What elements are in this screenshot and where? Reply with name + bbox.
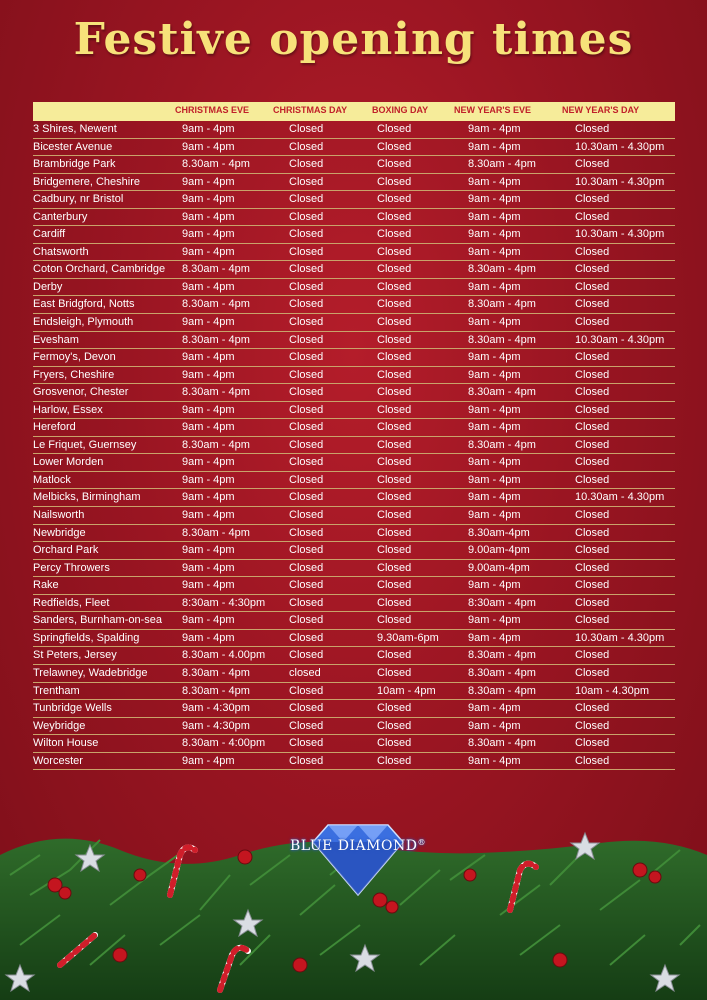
cell-new-years-day: 10.30am - 4.30pm <box>575 228 665 241</box>
cell-christmas-day: Closed <box>289 228 324 241</box>
cell-new-years-day: Closed <box>575 473 610 486</box>
cell-new-years-eve: 9am - 4pm <box>468 351 521 364</box>
cell-new-years-day: 10.30am - 4.30pm <box>575 175 665 188</box>
cell-location: Trelawney, Wadebridge <box>33 666 148 679</box>
cell-new-years-day: Closed <box>575 509 610 522</box>
table-row <box>33 735 675 753</box>
cell-location: Harlow, Essex <box>33 403 103 416</box>
cell-new-years-day: Closed <box>575 438 610 451</box>
diamond-icon <box>278 820 438 900</box>
cell-boxing-day: Closed <box>377 351 412 364</box>
cell-christmas-eve: 8.30am - 4pm <box>182 386 250 399</box>
cell-christmas-day: Closed <box>289 421 324 434</box>
cell-new-years-day: Closed <box>575 210 610 223</box>
cell-boxing-day: Closed <box>377 666 412 679</box>
cell-location: East Bridgford, Notts <box>33 298 135 311</box>
cell-location: Bridgemere, Cheshire <box>33 175 140 188</box>
cell-christmas-day: Closed <box>289 509 324 522</box>
cell-boxing-day: Closed <box>377 754 412 767</box>
cell-christmas-eve: 9am - 4pm <box>182 316 235 329</box>
table-row <box>33 156 675 174</box>
cell-christmas-eve: 9am - 4pm <box>182 351 235 364</box>
cell-location: Tunbridge Wells <box>33 702 112 715</box>
cell-christmas-eve: 8.30am - 4pm <box>182 158 250 171</box>
cell-boxing-day: Closed <box>377 509 412 522</box>
cell-new-years-eve: 9am - 4pm <box>468 491 521 504</box>
cell-christmas-day: Closed <box>289 193 324 206</box>
cell-boxing-day: Closed <box>377 579 412 592</box>
cell-boxing-day: Closed <box>377 526 412 539</box>
cell-christmas-day: Closed <box>289 614 324 627</box>
cell-christmas-day: Closed <box>289 123 324 135</box>
cell-christmas-day: Closed <box>289 280 324 293</box>
cell-location: Evesham <box>33 333 79 346</box>
cell-christmas-day: Closed <box>289 754 324 767</box>
cell-new-years-eve: 8.30am - 4pm <box>468 333 536 346</box>
cell-christmas-day: Closed <box>289 579 324 592</box>
cell-christmas-day: Closed <box>289 737 324 750</box>
cell-christmas-day: Closed <box>289 386 324 399</box>
cell-location: Chatsworth <box>33 245 89 258</box>
cell-new-years-day: Closed <box>575 403 610 416</box>
cell-christmas-eve: 9am - 4:30pm <box>182 702 250 715</box>
cell-location: Cardiff <box>33 228 66 241</box>
cell-christmas-eve: 8.30am - 4pm <box>182 438 250 451</box>
cell-christmas-eve: 9am - 4pm <box>182 579 235 592</box>
cell-christmas-eve: 9am - 4pm <box>182 280 235 293</box>
cell-location: Percy Throwers <box>33 561 110 574</box>
cell-new-years-eve: 8.30am - 4pm <box>468 386 536 399</box>
cell-location: Orchard Park <box>33 544 99 557</box>
cell-new-years-eve: 9am - 4pm <box>468 193 521 206</box>
cell-new-years-eve: 9am - 4pm <box>468 719 521 732</box>
cell-boxing-day: Closed <box>377 614 412 627</box>
cell-christmas-day: Closed <box>289 702 324 715</box>
cell-new-years-day: Closed <box>575 158 610 171</box>
cell-new-years-eve: 9am - 4pm <box>468 210 521 223</box>
table-row <box>33 367 675 385</box>
cell-christmas-day: Closed <box>289 316 324 329</box>
cell-boxing-day: Closed <box>377 649 412 662</box>
cell-christmas-day: Closed <box>289 473 324 486</box>
table-row <box>33 525 675 543</box>
cell-new-years-eve: 9am - 4pm <box>468 473 521 486</box>
cell-new-years-eve: 9am - 4pm <box>468 123 521 135</box>
table-row <box>33 174 675 192</box>
cell-new-years-day: Closed <box>575 596 610 609</box>
cell-location: Fryers, Cheshire <box>33 368 115 381</box>
column-header-christmas-eve: CHRISTMAS EVE <box>175 105 250 115</box>
cell-location: Springfields, Spalding <box>33 631 140 644</box>
cell-new-years-day: Closed <box>575 614 610 627</box>
cell-new-years-day: Closed <box>575 561 610 574</box>
cell-christmas-eve: 8.30am - 4pm <box>182 526 250 539</box>
cell-location: Weybridge <box>33 719 86 732</box>
cell-new-years-eve: 9am - 4pm <box>468 316 521 329</box>
cell-new-years-day: Closed <box>575 123 610 135</box>
cell-christmas-eve: 9am - 4pm <box>182 403 235 416</box>
cell-location: St Peters, Jersey <box>33 649 117 662</box>
cell-boxing-day: Closed <box>377 456 412 469</box>
cell-location: Sanders, Burnham-on-sea <box>33 614 163 627</box>
logo-wordmark: BLUE DIAMOND® <box>290 838 426 854</box>
cell-location: Matlock <box>33 473 71 486</box>
cell-new-years-eve: 8:30am - 4pm <box>468 596 536 609</box>
cell-location: 3 Shires, Newent <box>33 123 117 135</box>
cell-christmas-eve: 8.30am - 4pm <box>182 333 250 346</box>
table-row <box>33 296 675 314</box>
cell-christmas-eve: 8.30am - 4pm <box>182 298 250 311</box>
cell-location: Bicester Avenue <box>33 140 113 153</box>
table-header <box>33 102 675 121</box>
cell-christmas-eve: 9am - 4pm <box>182 123 235 135</box>
table-row <box>33 560 675 578</box>
cell-boxing-day: Closed <box>377 473 412 486</box>
cell-new-years-day: Closed <box>575 263 610 276</box>
cell-new-years-eve: 9am - 4pm <box>468 403 521 416</box>
cell-location: Rake <box>33 579 59 592</box>
cell-christmas-day: Closed <box>289 368 324 381</box>
cell-location: Nailsworth <box>33 509 85 522</box>
cell-christmas-eve: 8:30am - 4:30pm <box>182 596 266 609</box>
cell-boxing-day: Closed <box>377 438 412 451</box>
cell-boxing-day: Closed <box>377 386 412 399</box>
page-title: Festive opening times <box>73 14 634 65</box>
cell-location: Endsleigh, Plymouth <box>33 316 134 329</box>
column-header-christmas-day: CHRISTMAS DAY <box>273 105 348 115</box>
table-row <box>33 507 675 525</box>
cell-boxing-day: Closed <box>377 228 412 241</box>
table-row <box>33 489 675 507</box>
table-row <box>33 139 675 157</box>
cell-christmas-day: Closed <box>289 175 324 188</box>
cell-christmas-eve: 9am - 4pm <box>182 228 235 241</box>
cell-location: Fermoy's, Devon <box>33 351 116 364</box>
cell-new-years-eve: 9am - 4pm <box>468 631 521 644</box>
cell-boxing-day: Closed <box>377 316 412 329</box>
cell-new-years-day: 10.30am - 4.30pm <box>575 333 665 346</box>
cell-new-years-day: Closed <box>575 280 610 293</box>
cell-boxing-day: Closed <box>377 491 412 504</box>
cell-new-years-day: 10.30am - 4.30pm <box>575 140 665 153</box>
cell-christmas-eve: 9am - 4pm <box>182 754 235 767</box>
cell-new-years-eve: 9.00am-4pm <box>468 561 530 574</box>
cell-new-years-eve: 9am - 4pm <box>468 175 521 188</box>
cell-new-years-day: 10.30am - 4.30pm <box>575 491 665 504</box>
cell-christmas-eve: 8.30am - 4pm <box>182 666 250 679</box>
cell-boxing-day: Closed <box>377 719 412 732</box>
cell-location: Worcester <box>33 754 83 767</box>
cell-new-years-eve: 8.30am-4pm <box>468 526 530 539</box>
cell-boxing-day: Closed <box>377 193 412 206</box>
table-row <box>33 472 675 490</box>
cell-new-years-day: Closed <box>575 386 610 399</box>
cell-new-years-eve: 8.30am - 4pm <box>468 263 536 276</box>
cell-christmas-eve: 9am - 4pm <box>182 175 235 188</box>
cell-new-years-day: Closed <box>575 649 610 662</box>
cell-new-years-eve: 9am - 4pm <box>468 614 521 627</box>
cell-new-years-eve: 9am - 4pm <box>468 579 521 592</box>
cell-new-years-day: Closed <box>575 719 610 732</box>
cell-new-years-eve: 8.30am - 4pm <box>468 737 536 750</box>
cell-christmas-eve: 8.30am - 4.00pm <box>182 649 266 662</box>
cell-christmas-day: Closed <box>289 719 324 732</box>
cell-christmas-eve: 9am - 4pm <box>182 614 235 627</box>
cell-location: Wilton House <box>33 737 99 750</box>
table-row <box>33 665 675 683</box>
cell-christmas-day: Closed <box>289 561 324 574</box>
table-row <box>33 683 675 701</box>
cell-new-years-day: Closed <box>575 456 610 469</box>
table-row <box>33 419 675 437</box>
cell-christmas-day: Closed <box>289 298 324 311</box>
table-row <box>33 314 675 332</box>
cell-christmas-eve: 9am - 4pm <box>182 561 235 574</box>
cell-boxing-day: Closed <box>377 596 412 609</box>
cell-christmas-day: Closed <box>289 631 324 644</box>
cell-new-years-eve: 9am - 4pm <box>468 368 521 381</box>
cell-boxing-day: Closed <box>377 561 412 574</box>
cell-christmas-day: Closed <box>289 245 324 258</box>
cell-christmas-day: Closed <box>289 140 324 153</box>
cell-christmas-eve: 9am - 4pm <box>182 491 235 504</box>
cell-christmas-day: Closed <box>289 438 324 451</box>
table-row <box>33 753 675 771</box>
column-header-new-years-day: NEW YEAR'S DAY <box>562 105 640 115</box>
cell-christmas-day: Closed <box>289 649 324 662</box>
table-row <box>33 454 675 472</box>
cell-new-years-eve: 9am - 4pm <box>468 280 521 293</box>
cell-location: Hereford <box>33 421 76 434</box>
cell-christmas-eve: 9am - 4pm <box>182 421 235 434</box>
cell-boxing-day: Closed <box>377 403 412 416</box>
table-row <box>33 244 675 262</box>
cell-boxing-day: Closed <box>377 368 412 381</box>
cell-location: Derby <box>33 280 63 293</box>
cell-new-years-eve: 9am - 4pm <box>468 421 521 434</box>
cell-new-years-eve: 8.30am - 4pm <box>468 666 536 679</box>
cell-christmas-eve: 9am - 4pm <box>182 456 235 469</box>
table-row <box>33 226 675 244</box>
cell-boxing-day: Closed <box>377 333 412 346</box>
cell-christmas-day: Closed <box>289 403 324 416</box>
cell-location: Trentham <box>33 684 80 697</box>
cell-new-years-eve: 9am - 4pm <box>468 754 521 767</box>
cell-new-years-day: 10am - 4.30pm <box>575 684 649 697</box>
cell-boxing-day: Closed <box>377 210 412 223</box>
cell-christmas-day: Closed <box>289 456 324 469</box>
cell-christmas-day: Closed <box>289 210 324 223</box>
cell-new-years-day: Closed <box>575 351 610 364</box>
cell-new-years-day: Closed <box>575 579 610 592</box>
cell-boxing-day: Closed <box>377 544 412 557</box>
cell-new-years-day: Closed <box>575 316 610 329</box>
table-row <box>33 718 675 736</box>
cell-boxing-day: Closed <box>377 421 412 434</box>
cell-new-years-eve: 9am - 4pm <box>468 702 521 715</box>
cell-christmas-eve: 8.30am - 4:00pm <box>182 737 266 750</box>
cell-new-years-day: Closed <box>575 245 610 258</box>
cell-christmas-day: Closed <box>289 158 324 171</box>
cell-new-years-eve: 9am - 4pm <box>468 456 521 469</box>
cell-boxing-day: Closed <box>377 123 412 135</box>
cell-new-years-day: Closed <box>575 544 610 557</box>
cell-new-years-eve: 8.30am - 4pm <box>468 298 536 311</box>
cell-new-years-day: Closed <box>575 702 610 715</box>
cell-location: Newbridge <box>33 526 86 539</box>
cell-boxing-day: Closed <box>377 263 412 276</box>
cell-boxing-day: Closed <box>377 702 412 715</box>
cell-christmas-day: closed <box>289 666 321 679</box>
cell-christmas-day: Closed <box>289 333 324 346</box>
cell-new-years-day: Closed <box>575 526 610 539</box>
cell-christmas-day: Closed <box>289 491 324 504</box>
cell-new-years-day: Closed <box>575 193 610 206</box>
cell-christmas-eve: 8.30am - 4pm <box>182 263 250 276</box>
cell-boxing-day: Closed <box>377 280 412 293</box>
cell-location: Melbicks, Birmingham <box>33 491 141 504</box>
table-row <box>33 332 675 350</box>
cell-location: Coton Orchard, Cambridge <box>33 263 166 276</box>
column-header-boxing-day: BOXING DAY <box>372 105 429 115</box>
cell-christmas-eve: 9am - 4pm <box>182 473 235 486</box>
cell-boxing-day: Closed <box>377 737 412 750</box>
table-row <box>33 542 675 560</box>
cell-location: Grosvenor, Chester <box>33 386 129 399</box>
cell-boxing-day: Closed <box>377 298 412 311</box>
cell-new-years-eve: 8.30am - 4pm <box>468 684 536 697</box>
table-row <box>33 437 675 455</box>
cell-new-years-eve: 8.30am - 4pm <box>468 438 536 451</box>
table-row <box>33 121 675 139</box>
cell-location: Canterbury <box>33 210 88 223</box>
table-row <box>33 191 675 209</box>
cell-new-years-day: Closed <box>575 421 610 434</box>
table-row <box>33 349 675 367</box>
table-row <box>33 630 675 648</box>
cell-christmas-eve: 9am - 4:30pm <box>182 719 250 732</box>
cell-new-years-eve: 8.30am - 4pm <box>468 649 536 662</box>
cell-boxing-day: 10am - 4pm <box>377 684 436 697</box>
cell-new-years-day: Closed <box>575 737 610 750</box>
opening-times-table <box>33 121 675 770</box>
cell-new-years-day: Closed <box>575 754 610 767</box>
cell-christmas-eve: 9am - 4pm <box>182 245 235 258</box>
cell-location: Brambridge Park <box>33 158 116 171</box>
cell-boxing-day: Closed <box>377 175 412 188</box>
cell-location: Cadbury, nr Bristol <box>33 193 124 206</box>
cell-christmas-eve: 9am - 4pm <box>182 544 235 557</box>
cell-new-years-eve: 9am - 4pm <box>468 245 521 258</box>
cell-christmas-eve: 9am - 4pm <box>182 631 235 644</box>
table-row <box>33 700 675 718</box>
cell-new-years-eve: 9am - 4pm <box>468 228 521 241</box>
cell-new-years-day: Closed <box>575 368 610 381</box>
cell-new-years-eve: 9am - 4pm <box>468 140 521 153</box>
table-row <box>33 209 675 227</box>
table-row <box>33 612 675 630</box>
cell-new-years-day: 10.30am - 4.30pm <box>575 631 665 644</box>
blue-diamond-logo <box>278 820 438 900</box>
table-row <box>33 384 675 402</box>
cell-boxing-day: Closed <box>377 245 412 258</box>
cell-new-years-eve: 8.30am - 4pm <box>468 158 536 171</box>
cell-christmas-eve: 9am - 4pm <box>182 193 235 206</box>
cell-boxing-day: Closed <box>377 140 412 153</box>
cell-christmas-eve: 9am - 4pm <box>182 140 235 153</box>
cell-new-years-eve: 9am - 4pm <box>468 509 521 522</box>
cell-new-years-day: Closed <box>575 298 610 311</box>
table-row <box>33 261 675 279</box>
cell-new-years-day: Closed <box>575 666 610 679</box>
cell-christmas-eve: 9am - 4pm <box>182 509 235 522</box>
table-row <box>33 577 675 595</box>
table-row <box>33 595 675 613</box>
cell-christmas-eve: 8.30am - 4pm <box>182 684 250 697</box>
cell-christmas-eve: 9am - 4pm <box>182 210 235 223</box>
cell-christmas-day: Closed <box>289 596 324 609</box>
cell-christmas-day: Closed <box>289 544 324 557</box>
cell-christmas-eve: 9am - 4pm <box>182 368 235 381</box>
cell-christmas-day: Closed <box>289 526 324 539</box>
cell-boxing-day: Closed <box>377 158 412 171</box>
table-row <box>33 279 675 297</box>
cell-location: Lower Morden <box>33 456 104 469</box>
cell-christmas-day: Closed <box>289 351 324 364</box>
cell-christmas-day: Closed <box>289 263 324 276</box>
cell-new-years-eve: 9.00am-4pm <box>468 544 530 557</box>
table-row <box>33 647 675 665</box>
table-row <box>33 402 675 420</box>
cell-location: Le Friquet, Guernsey <box>33 438 137 451</box>
cell-boxing-day: 9.30am-6pm <box>377 631 439 644</box>
cell-christmas-day: Closed <box>289 684 324 697</box>
cell-location: Redfields, Fleet <box>33 596 110 609</box>
column-header-new-years-eve: NEW YEAR'S EVE <box>454 105 531 115</box>
